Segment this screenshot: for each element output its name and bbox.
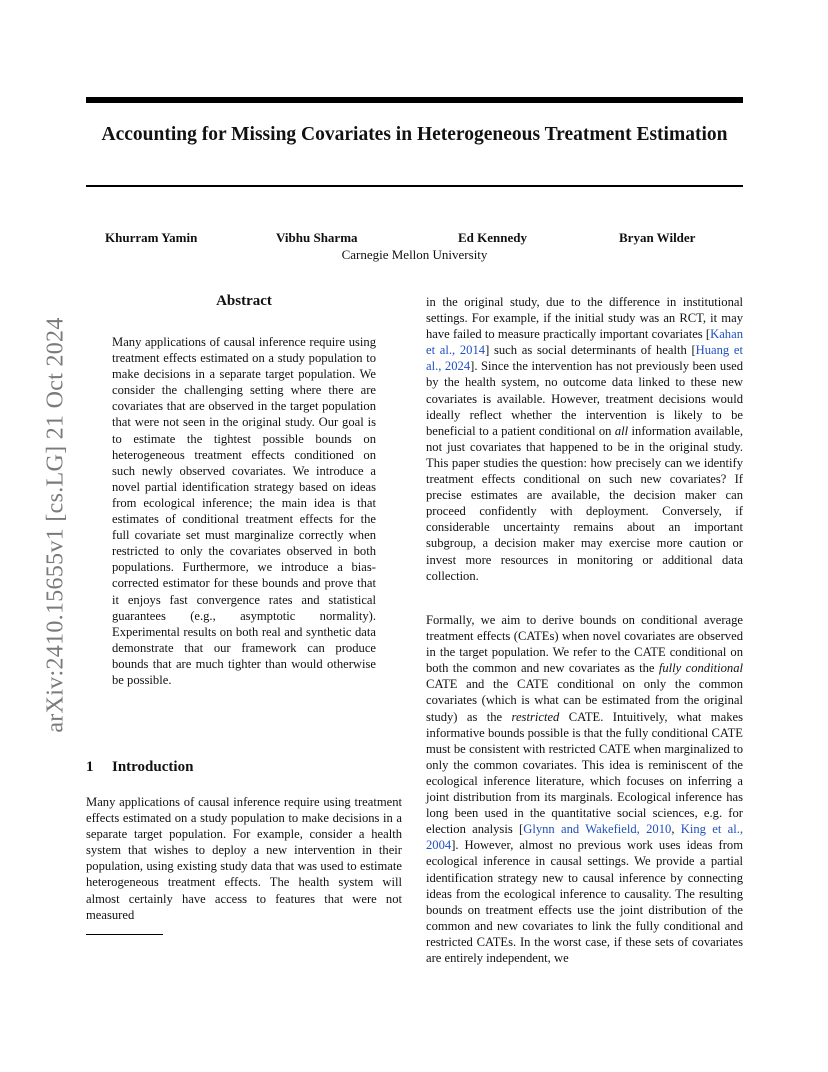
arxiv-watermark: arXiv:2410.15655v1 [cs.LG] 21 Oct 2024 [42, 317, 69, 733]
citation-king[interactable]: King et al., 2004 [426, 822, 744, 853]
section-number: 1 [86, 759, 94, 775]
abstract-heading: Abstract [216, 293, 272, 309]
paper-title: Accounting for Missing Covariates in Heterogeneous Treatment Estimation [101, 124, 728, 145]
section-heading [86, 759, 193, 776]
author-1: Khurram Yamin [105, 230, 198, 245]
title-rule-bottom [86, 185, 743, 187]
author-4: Bryan Wilder [619, 230, 696, 245]
title-rule-top [86, 97, 743, 103]
abstract-text: Many applications of causal inference require using treatment effects estimated on a study population to make decisions in a separate target population. We consider the challenging setting where there are covariates that are observed in the target population that were not seen in the original study. Our goal is to estimate the tightest possible bounds on heterogeneous treatment effects conditioned on such newly observed covariates. We introduce a novel partial identification strategy based on ideas from ecological inference; the main idea is that estimates of conditional treatment effects for the full covariate set must marginalize correctly when restricted to only the covariates observed in both populations. Furthermore, we introduce a bias-corrected estimator for these bounds and prove that it enjoys fast convergence rates and statistical guarantees (e.g., asymptotic normality). Experimental results on both real and synthetic data demonstrate that our framework can produce bounds that are much tighter than would otherwise be possible. [112, 335, 376, 687]
section-title: Introduction [112, 759, 194, 775]
right-paragraph-1: in the original study, due to the difference in institutional settings. For example, if the initial study was an RCT, it may have failed to measure practically important covariates [Kahan et al., 2014] such as social determinants of health [Huang et al., 2024]. Since the intervention has not previously been used by the health system, no outcome data linked to these new covariates is available. However, treatment decisions would ideally reflect whether the intervention is likely to be beneficial to a patient conditional on all information available, not just covariates that happened to be in the original study. This paper studies the question: how precisely can we identify treatment effects conditional on such new covariates? If precise estimates are available, the decision maker can proceed confidently with deployment. Conversely, if considerable uncertainty remains about an important subgroup, a decision maker may exercise more caution or invest more resources in monitoring or additional data collection. [426, 295, 744, 583]
citation-huang[interactable]: Huang et al., 2024 [426, 343, 744, 374]
citation-kahan[interactable]: Kahan et al., 2014 [426, 327, 743, 358]
author-3: Ed Kennedy [458, 230, 527, 245]
author-2: Vibhu Sharma [276, 230, 358, 245]
intro-paragraph: Many applications of causal inference require using treatment effects estimated on a study population to make decisions in a separate target population. For example, consider a health system that wishes to deploy a new intervention in their population, using existing study data that was used to estimate heterogeneous treatment effects. The health system will almost certainly have access to features that were not measured [86, 795, 402, 922]
footnote-rule [86, 934, 163, 935]
right-paragraph-2: Formally, we aim to derive bounds on conditional average treatment effects (CATEs) when novel covariates are observed in the target population. We refer to the CATE conditional on both the common and new covariates as the fully conditional CATE and the CATE conditional on only the common covariates (which is what can be estimated from the original study) as the restricted CATE. Intuitively, what makes informative bounds possible is that the fully conditional CATE must be consistent with restricted CATE when marginalized to only the common covariates. This idea is reminiscent of the ecological inference literature, which focuses on inferring a joint distribution from its marginals. Ecological inference has long been used in the quantitative social sciences, e.g. for election analysis [Glynn and Wakefield, 2010, King et al., 2004]. However, almost no previous work uses ideas from ecological inference in causal settings. We provide a partial identification strategy new to causal inference by connecting ideas from the ecological inference to causality. The resulting bounds on treatment effects use the joint distribution of the common and new covariates to link the fully conditional and restricted CATEs. In the worst case, if these sets of covariates are entirely independent, we [426, 613, 744, 965]
affiliation: Carnegie Mellon University [341, 247, 488, 262]
citation-glynn[interactable]: Glynn and Wakefield, 2010 [523, 822, 672, 837]
